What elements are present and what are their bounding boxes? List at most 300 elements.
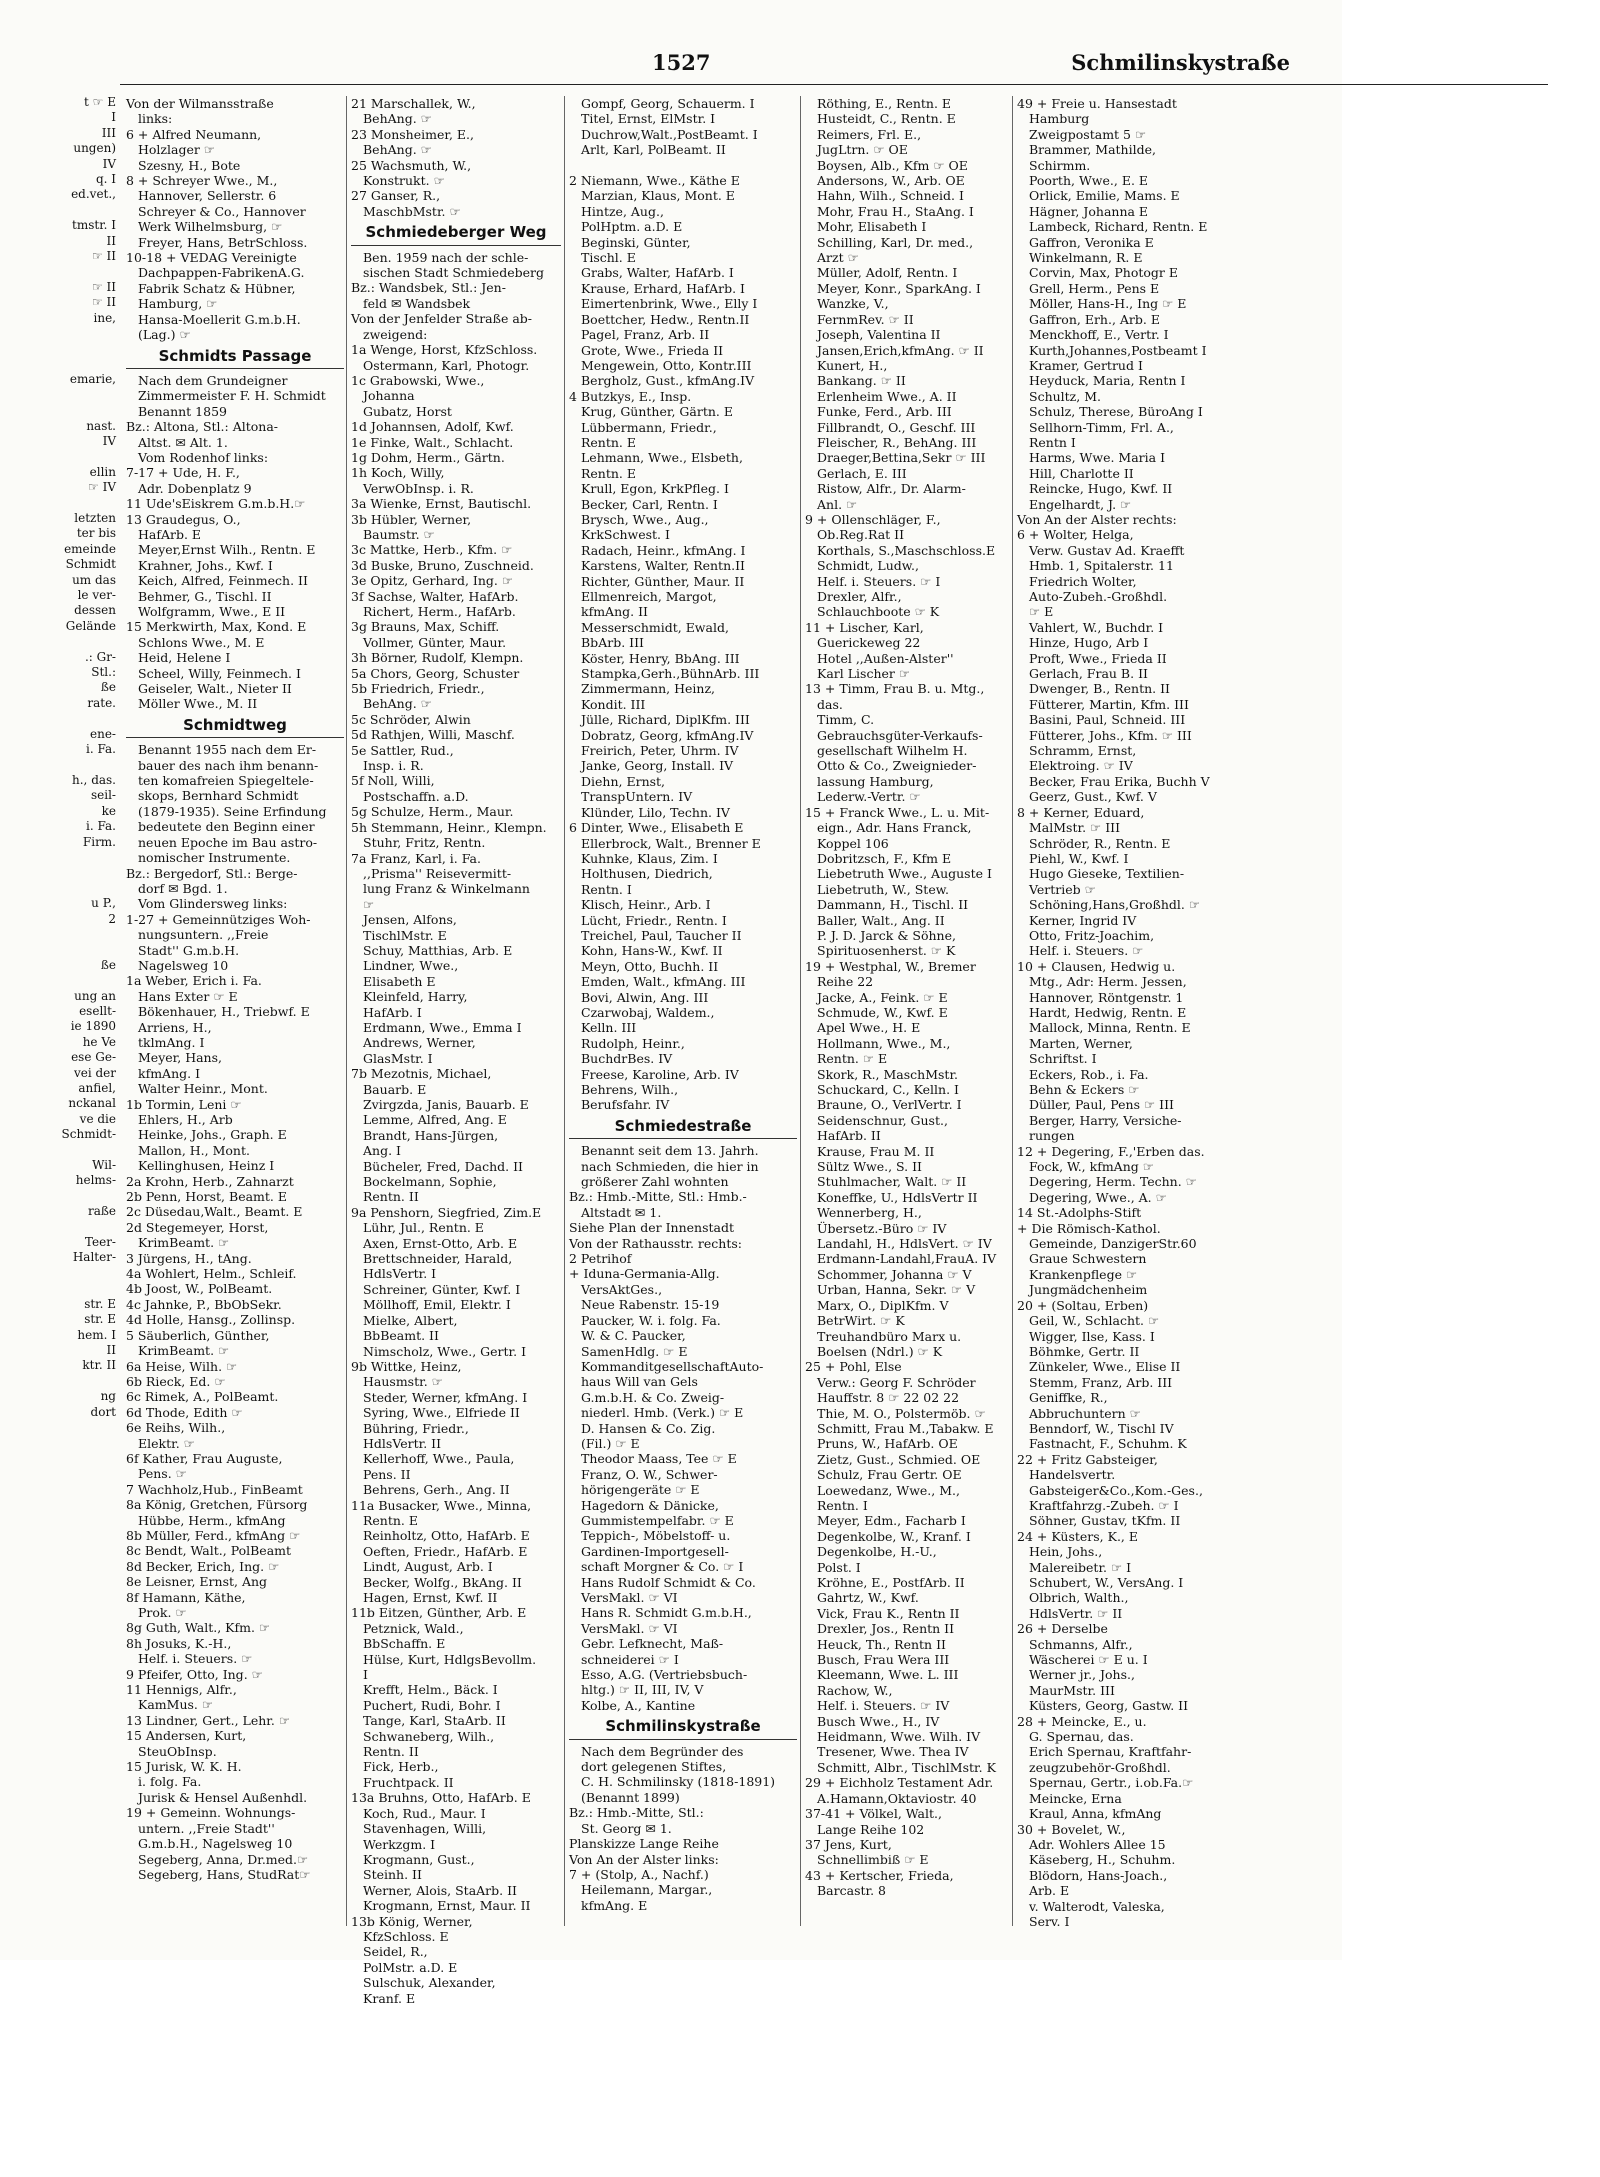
directory-entry: Degering, Herm. Techn. ☞	[1029, 1174, 1197, 1190]
directory-entry: Fillbrandt, O., Geschf. III	[817, 419, 976, 435]
directory-entry: Stavenhagen, Willi,	[363, 1821, 487, 1837]
strip-fragment: nckanal	[68, 1096, 116, 1111]
directory-entry: Stuhlmacher, Walt. ☞ II	[817, 1174, 967, 1190]
directory-entry: Kraftfahrzg.-Zubeh. ☞ I	[1029, 1497, 1179, 1513]
directory-entry: 37-41 + Völkel, Walt.,	[805, 1806, 942, 1822]
directory-entry: 6 + Wolter, Helga,	[1017, 527, 1134, 543]
directory-entry: Vertrieb ☞	[1029, 881, 1096, 897]
strip-fragment: ng	[100, 1389, 116, 1404]
directory-entry: zweigend:	[363, 326, 428, 342]
directory-entry: Barcastr. 8	[817, 1883, 887, 1899]
strip-fragment: ☞ II	[91, 279, 116, 294]
directory-entry: 1b Tormin, Leni ☞	[126, 1096, 242, 1112]
directory-entry: Guerickeweg 22	[817, 635, 921, 651]
directory-entry: Nach dem Grundeigner	[138, 372, 288, 388]
directory-entry: Liebetruth, W., Stew.	[817, 881, 949, 897]
directory-entry: Bz.: Hmb.-Mitte, Stl.:	[569, 1805, 704, 1821]
strip-fragment: Schmidt	[65, 557, 116, 572]
strip-fragment: str. E	[84, 1312, 116, 1327]
directory-entry: Hein, Johs.,	[1029, 1544, 1103, 1560]
directory-entry: Dwenger, B., Rentn. II	[1029, 681, 1170, 697]
strip-fragment: ie 1890	[70, 1019, 116, 1034]
directory-entry: Steder, Werner, kfmAng. I	[363, 1389, 528, 1405]
directory-entry: ten komafreien Spiegeltele-	[138, 773, 314, 789]
column-divider	[1012, 96, 1013, 1926]
directory-entry: Krogmann, Ernst, Maur. II	[363, 1898, 531, 1914]
directory-entry: 3g Brauns, Max, Schiff.	[351, 619, 500, 635]
directory-entry: Ostermann, Karl, Photogr.	[363, 357, 530, 373]
directory-entry: Erdmann, Wwe., Emma I	[363, 1019, 522, 1035]
directory-entry: Hannover, Röntgenstr. 1	[1029, 989, 1184, 1005]
directory-entry: 49 + Freie u. Hansestadt	[1017, 96, 1177, 111]
directory-entry: Liebetruth Wwe., Auguste I	[817, 866, 992, 882]
directory-entry: Draeger,Bettina,Sekr ☞ III	[817, 450, 986, 466]
strip-fragment: i. Fa.	[86, 742, 116, 757]
directory-entry: Piehl, W., Kwf. I	[1029, 850, 1129, 866]
directory-entry: Becker, Frau Erika, Buchh V	[1029, 773, 1210, 789]
directory-entry: Von An der Alster rechts:	[1017, 511, 1177, 527]
strip-fragment: ke	[101, 803, 116, 818]
directory-entry: Bauarb. E	[363, 1081, 427, 1097]
strip-fragment: .: Gr-	[84, 649, 116, 664]
directory-entry: Kranf. E	[363, 1990, 416, 2006]
directory-entry: Dammann, H., Tischl. II	[817, 897, 969, 913]
directory-entry: Lambeck, Richard, Rentn. E	[1029, 219, 1208, 235]
directory-column-3	[569, 96, 797, 1946]
directory-entry: Altstadt ✉ 1.	[581, 1204, 662, 1220]
strip-fragment: Stl.:	[91, 665, 116, 680]
directory-entry: Werner, Alois, StaArb. II	[363, 1882, 517, 1898]
directory-entry: KfzSchloss. E	[363, 1928, 449, 1944]
directory-entry: Menckhoff, E., Vertr. I	[1029, 327, 1169, 343]
strip-fragment: dessen	[74, 603, 116, 618]
directory-entry: Handelsvertr.	[1029, 1467, 1116, 1483]
directory-entry: 15 + Franck Wwe., L. u. Mit-	[805, 804, 990, 820]
strip-fragment	[0, 711, 120, 726]
directory-entry: Neue Rabenstr. 15-19	[581, 1297, 720, 1313]
directory-entry: 5d Rathjen, Willi, Maschf.	[351, 727, 515, 743]
directory-entry: Hans R. Schmidt G.m.b.H.,	[581, 1605, 752, 1621]
directory-entry: Stampka,Gerh.,BühnArb. III	[581, 666, 760, 682]
street-heading: Schmidts Passage	[126, 343, 344, 369]
directory-entry: Degering, Wwe., A. ☞	[1029, 1189, 1167, 1205]
directory-entry: I	[363, 1667, 368, 1683]
directory-entry: Mohr, Frau H., StaAng. I	[817, 203, 974, 219]
directory-entry: 2 Petrihof	[569, 1251, 632, 1267]
directory-entry: Werk Wilhelmsburg, ☞	[138, 219, 283, 235]
directory-entry: Meyer,Ernst Wilh., Rentn. E	[138, 542, 316, 558]
directory-entry: Baumstr. ☞	[363, 526, 435, 542]
directory-entry: Szesny, H., Bote	[138, 157, 241, 173]
directory-entry: Hmb. 1, Spitalerstr. 11	[1029, 558, 1174, 574]
directory-entry: BehAng. ☞	[363, 111, 432, 127]
directory-entry: (1879-1935). Seine Erfindung	[138, 803, 327, 819]
directory-entry: TischlMstr. E	[363, 927, 447, 943]
directory-entry: Stemm, Franz, Arb. III	[1029, 1374, 1173, 1390]
directory-entry: kfmAng. I	[138, 1065, 201, 1081]
directory-entry: Pagel, Franz, Arb. II	[581, 327, 710, 343]
directory-entry: neuen Epoche im Bau astro-	[138, 834, 318, 850]
directory-entry: Syring, Wwe., Elfriede II	[363, 1405, 520, 1421]
directory-entry: 13 + Timm, Frau B. u. Mtg.,	[805, 681, 985, 697]
directory-entry: Steinh. II	[363, 1867, 422, 1883]
directory-entry: Von An der Alster links:	[569, 1851, 719, 1867]
directory-entry: Otto, Fritz-Joachim,	[1029, 927, 1155, 943]
strip-fragment: Schmidt-	[61, 1127, 116, 1142]
directory-entry: SamenHdlg. ☞ E	[581, 1343, 688, 1359]
directory-entry: Gaffron, Veronika E	[1029, 234, 1154, 250]
directory-entry: Skork, R., MaschMstr.	[817, 1066, 959, 1082]
strip-fragment: ter bis	[76, 526, 116, 541]
street-heading: Schmilinskystraße	[569, 1713, 797, 1739]
directory-entry: 3f Sachse, Walter, HafArb.	[351, 588, 519, 604]
directory-entry: Übersetz.-Büro ☞ IV	[817, 1220, 947, 1236]
directory-entry: Berufsfahr. IV	[581, 1097, 670, 1113]
directory-entry: Vahlert, W., Buchdr. I	[1029, 619, 1164, 635]
strip-fragment: raße	[87, 1204, 116, 1219]
directory-entry: 11 Ude'sEiskrem G.m.b.H.☞	[126, 496, 306, 512]
directory-entry: Tresener, Wwe. Thea IV	[817, 1744, 969, 1760]
directory-entry: Stuhr, Fritz, Rentn.	[363, 835, 486, 851]
directory-entry: 11 Hennigs, Alfr.,	[126, 1682, 237, 1698]
strip-fragment: 2	[108, 911, 116, 926]
directory-entry: 3d Buske, Bruno, Zuschneid.	[351, 557, 534, 573]
directory-entry: Bockelmann, Sophie,	[363, 1174, 497, 1190]
directory-entry: Benannt seit dem 13. Jahrh.	[581, 1143, 759, 1159]
directory-entry: 6b Rieck, Ed. ☞	[126, 1373, 226, 1389]
directory-entry: Richter, Günther, Maur. II	[581, 573, 745, 589]
directory-entry: Rentn. E	[581, 434, 637, 450]
directory-entry: Vick, Frau K., Rentn II	[817, 1605, 960, 1621]
directory-entry: Rentn. E	[363, 1512, 419, 1528]
directory-entry: Marzian, Klaus, Mont. E	[581, 188, 735, 204]
directory-entry: Fütterer, Johs., Kfm. ☞ III	[1029, 727, 1192, 743]
directory-entry: HafArb. I	[363, 1004, 422, 1020]
directory-entry: Boettcher, Hedw., Rentn.II	[581, 311, 750, 327]
directory-entry: P. J. D. Jarck & Söhne,	[817, 927, 956, 943]
directory-entry: 15 Jurisk, W. K. H.	[126, 1759, 242, 1775]
directory-entry: hltg.) ☞ II, III, IV, V	[581, 1682, 704, 1698]
directory-column-1	[126, 96, 344, 1946]
directory-entry: Heilemann, Margar.,	[581, 1882, 713, 1898]
directory-entry: Hauffstr. 8 ☞ 22 02 22	[817, 1390, 960, 1406]
directory-entry: Thie, M. O., Polstermöb. ☞	[817, 1405, 986, 1421]
directory-entry: 3b Hübler, Werner,	[351, 511, 472, 527]
directory-entry: PolMstr. a.D. E	[363, 1959, 458, 1975]
directory-entry: Schöning,Hans,Großhdl. ☞	[1029, 897, 1201, 913]
background-margin	[1342, 0, 1600, 1960]
directory-entry: G.m.b.H. & Co. Zweig-	[581, 1389, 725, 1405]
directory-entry: Wigger, Ilse, Kass. I	[1029, 1328, 1155, 1344]
directory-entry: MaurMstr. III	[1029, 1682, 1115, 1698]
directory-entry: Ehlers, H., Arb	[138, 1112, 233, 1127]
directory-entry: Krogmann, Gust.,	[363, 1851, 475, 1867]
directory-entry: Helf. i. Steuers. ☞ IV	[817, 1698, 950, 1714]
directory-entry: Wäscherei ☞ E u. I	[1029, 1652, 1148, 1668]
strip-fragment: hem. I	[77, 1327, 116, 1342]
directory-entry: St. Georg ✉ 1.	[581, 1820, 672, 1836]
strip-fragment	[0, 342, 120, 357]
directory-entry: Von der Jenfelder Straße ab-	[351, 311, 533, 327]
strip-fragment: ☞ II	[91, 249, 116, 264]
directory-entry: Poorth, Wwe., E. E	[1029, 173, 1149, 189]
directory-entry: Vom Glindersweg links:	[138, 896, 288, 912]
directory-entry: ,,Prisma'' Reisevermitt-	[363, 865, 512, 881]
directory-entry: (Lag.) ☞	[138, 327, 191, 343]
directory-entry: Treuhandbüro Marx u.	[817, 1328, 962, 1344]
directory-entry: Scheel, Willy, Feinmech. I	[138, 665, 301, 681]
directory-entry: Winkelmann, R. E	[1029, 250, 1143, 266]
directory-entry: Ben. 1959 nach der schle-	[363, 249, 529, 265]
directory-entry: Seidel, R.,	[363, 1944, 428, 1960]
directory-entry: dorf ✉ Bgd. 1.	[138, 880, 228, 896]
directory-entry: Hollmann, Wwe., M.,	[817, 1035, 951, 1051]
directory-entry: Hahn, Wilh., Schneid. I	[817, 188, 964, 204]
strip-fragment: h., das.	[72, 772, 116, 787]
directory-entry: Schmitt, Frau M.,Tabakw. E	[817, 1420, 994, 1436]
directory-entry: 6c Rimek, A., PolBeamt.	[126, 1389, 279, 1405]
directory-entry: 4d Holle, Hansg., Zollinsp.	[126, 1312, 296, 1328]
directory-entry: Geniffke, R.,	[1029, 1390, 1108, 1406]
previous-page-strip	[0, 95, 120, 1945]
directory-entry: Erich Spernau, Kraftfahr-	[1029, 1744, 1192, 1760]
directory-entry: MaschbMstr. ☞	[363, 203, 461, 219]
strip-fragment: ungen)	[73, 141, 116, 156]
directory-entry: Meincke, Erna	[1029, 1790, 1122, 1806]
directory-entry: Elektroing. ☞ IV	[1029, 758, 1133, 774]
directory-entry: Andrews, Werner,	[363, 1035, 476, 1051]
directory-entry: Gubatz, Horst	[363, 403, 452, 419]
directory-entry: Auto-Zubeh.-Großhdl.	[1029, 589, 1168, 604]
directory-entry: Polst. I	[817, 1559, 861, 1575]
directory-entry: Bücheler, Fred, Dachd. II	[363, 1158, 523, 1174]
directory-entry: + Iduna-Germania-Allg.	[569, 1266, 720, 1282]
directory-entry: Jungmädchenheim	[1029, 1282, 1148, 1298]
directory-entry: Hansa-Moellerit G.m.b.H.	[138, 311, 301, 327]
directory-entry: Hardt, Hedwig, Rentn. E	[1029, 1004, 1187, 1020]
strip-fragment: ine,	[93, 310, 116, 325]
directory-entry: Käseberg, H., Schuhm.	[1029, 1852, 1176, 1868]
directory-entry: Klünder, Lilo, Techn. IV	[581, 804, 730, 820]
directory-entry: Holzlager ☞	[138, 142, 216, 158]
directory-entry: Bankang. ☞ II	[817, 373, 906, 389]
strip-fragment	[0, 403, 120, 418]
directory-entry: 14 St.-Adolphs-Stift	[1017, 1205, 1142, 1221]
strip-fragment: ellin	[89, 464, 116, 479]
directory-entry: tklmAng. I	[138, 1034, 205, 1050]
directory-entry: Brammer, Mathilde,	[1029, 142, 1156, 158]
strip-fragment	[0, 1266, 120, 1281]
strip-fragment	[0, 388, 120, 403]
directory-entry: 13 Graudegus, O.,	[126, 511, 241, 527]
directory-entry: Krefft, Helm., Bäck. I	[363, 1682, 498, 1698]
directory-entry: Bz.: Hmb.-Mitte, Stl.: Hmb.-	[569, 1189, 747, 1205]
directory-entry: Schuckard, C., Kelln. I	[817, 1082, 959, 1097]
directory-entry: Grote, Wwe., Frieda II	[581, 342, 724, 358]
directory-entry: HdlsVertr. II	[363, 1435, 442, 1451]
directory-entry: Kraul, Anna, kfmAng	[1029, 1806, 1162, 1822]
directory-entry: 12 + Degering, F.,'Erben das.	[1017, 1143, 1205, 1159]
directory-entry: Gerlach, E. III	[817, 465, 907, 481]
directory-entry: Lindt, August, Arb. I	[363, 1559, 493, 1575]
directory-entry: schaft Morgner & Co. ☞ I	[581, 1559, 744, 1575]
directory-entry: 22 + Fritz Gabsteiger,	[1017, 1451, 1158, 1467]
directory-entry: Helf. i. Steuers. ☞	[138, 1651, 253, 1667]
strip-fragment	[0, 1220, 120, 1235]
directory-entry: Möller Wwe., M. II	[138, 696, 258, 712]
directory-entry: nungsuntern. ,,Freie	[138, 927, 269, 943]
directory-entry: 5h Stemmann, Heinr., Klempn.	[351, 819, 547, 835]
directory-entry: kfmAng. II	[581, 604, 648, 620]
directory-entry: 8e Leisner, Ernst, Ang	[126, 1574, 268, 1590]
directory-entry: Bovi, Alwin, Ang. III	[581, 989, 709, 1005]
directory-entry: 7-17 + Ude, H. F.,	[126, 465, 240, 481]
directory-entry: 9 Pfeifer, Otto, Ing. ☞	[126, 1666, 263, 1682]
strip-fragment: q. I	[95, 172, 116, 187]
directory-entry: Behmer, G., Tischl. II	[138, 588, 272, 604]
directory-entry: Richert, Herm., HafArb.	[363, 604, 516, 619]
directory-entry: 15 Andersen, Kurt,	[126, 1728, 247, 1744]
directory-entry: 1-27 + Gemeinnütziges Woh-	[126, 911, 311, 927]
directory-entry: Schmitt, Albr., TischlMstr. K	[817, 1759, 996, 1775]
directory-entry: Teppich-, Möbelstoff- u.	[581, 1528, 731, 1544]
strip-fragment: II	[106, 1342, 116, 1357]
directory-entry: Klisch, Heinr., Arb. I	[581, 897, 711, 913]
directory-entry: 7 Wachholz,Hub., FinBeamt	[126, 1481, 303, 1497]
directory-entry: Seidenschnur, Gust.,	[817, 1112, 948, 1128]
directory-entry: Krug, Günther, Gärtn. E	[581, 404, 733, 420]
directory-entry: Eckers, Rob., i. Fa.	[1029, 1066, 1149, 1082]
directory-entry: Schirmm.	[1029, 157, 1091, 173]
directory-entry: Theodor Maass, Tee ☞ E	[581, 1451, 737, 1467]
directory-entry: 21 Marschallek, W.,	[351, 96, 476, 111]
directory-entry: größerer Zahl wohnten	[581, 1174, 729, 1190]
directory-entry: Busch Wwe., H., IV	[817, 1713, 940, 1729]
directory-entry: Möller, Hans-H., Ing ☞ E	[1029, 296, 1187, 312]
directory-entry: Hill, Charlotte II	[1029, 465, 1134, 481]
directory-entry: Meyer, Hans,	[138, 1050, 222, 1066]
directory-entry: 23 Monsheimer, E.,	[351, 126, 474, 142]
directory-entry: Behrens, Gerh., Ang. II	[363, 1482, 510, 1498]
directory-entry: Gemeinde, DanzigerStr.60	[1029, 1236, 1197, 1252]
directory-entry: 2c Düsedau,Walt., Beamt. E	[126, 1204, 303, 1220]
directory-entry: Holthusen, Diedrich,	[581, 866, 713, 882]
strip-fragment: ße	[100, 957, 116, 972]
directory-entry: Meyer, Edm., Facharb I	[817, 1513, 966, 1529]
directory-entry: Zimmermann, Heinz,	[581, 681, 716, 697]
directory-entry: Schreiner, Günter, Kwf. I	[363, 1281, 521, 1297]
directory-entry: Degenkolbe, H.-U.,	[817, 1544, 937, 1560]
directory-entry: Heinke, Johs., Graph. E	[138, 1127, 287, 1143]
directory-entry: Pens. II	[363, 1466, 411, 1482]
directory-entry: Nagelsweg 10	[138, 957, 229, 973]
directory-entry: Engelhardt, J. ☞	[1029, 496, 1132, 512]
directory-entry: das.	[817, 696, 843, 712]
directory-entry: 25 + Pohl, Else	[805, 1359, 902, 1375]
directory-entry: i. folg. Fa.	[138, 1774, 202, 1790]
directory-entry: 9b Wittke, Heinz,	[351, 1358, 462, 1374]
directory-entry: VerwObInsp. i. R.	[363, 480, 474, 496]
directory-entry: Malereibetr. ☞ I	[1029, 1559, 1132, 1575]
directory-entry: 8b Müller, Ferd., kfmAng ☞	[126, 1527, 301, 1543]
directory-entry: lung Franz & Winkelmann	[363, 881, 530, 897]
directory-entry: Rentn. ☞ E	[817, 1051, 888, 1067]
strip-fragment: Teer-	[84, 1235, 116, 1250]
directory-entry: Vollmer, Günter, Maur.	[363, 634, 507, 650]
directory-entry: Esso, A.G. (Vertriebsbuch-	[581, 1667, 748, 1683]
directory-entry: Rentn. I	[581, 881, 632, 897]
strip-fragment: um das	[72, 572, 116, 587]
directory-entry: Karstens, Walter, Rentn.II	[581, 558, 745, 574]
directory-entry: 6 + Alfred Neumann,	[126, 126, 262, 142]
directory-entry: Zimmermeister F. H. Schmidt	[138, 388, 326, 404]
directory-entry: Drexler, Jos., Rentn II	[817, 1621, 955, 1637]
directory-entry: Schmude, W., Kwf. E	[817, 1004, 948, 1020]
strip-fragment: Halter-	[72, 1250, 116, 1265]
directory-entry: Geerz, Gust., Kwf. V	[1029, 789, 1157, 805]
directory-entry: Kohn, Hans-W., Kwf. II	[581, 943, 723, 959]
directory-entry: Hans Exter ☞ E	[138, 988, 238, 1004]
directory-entry: eign., Adr. Hans Franck,	[817, 820, 972, 836]
directory-entry: BuchdrBes. IV	[581, 1051, 673, 1067]
directory-entry: Benannt 1859	[138, 403, 227, 419]
directory-entry: links:	[138, 111, 173, 127]
column-divider	[564, 96, 565, 1926]
directory-entry: Zietz, Gust., Schmied. OE	[817, 1451, 981, 1467]
directory-entry: 10-18 + VEDAG Vereinigte	[126, 250, 297, 266]
directory-entry: KommanditgesellschaftAuto-	[581, 1358, 764, 1374]
directory-entry: Mohr, Elisabeth I	[817, 219, 927, 235]
directory-entry: Zünkeler, Wwe., Elise II	[1029, 1359, 1181, 1375]
directory-entry: Sültz Wwe., S. II	[817, 1159, 922, 1175]
directory-entry: Elisabeth E	[363, 973, 436, 989]
directory-entry: Andersons, W., Arb. OE	[817, 173, 965, 189]
strip-fragment	[0, 942, 120, 957]
directory-entry: 26 + Derselbe	[1017, 1621, 1108, 1637]
directory-entry: Kondit. III	[581, 696, 646, 712]
directory-entry: 11 + Lischer, Karl,	[805, 619, 924, 635]
directory-entry: Vom Rodenhof links:	[138, 449, 269, 465]
directory-entry: TranspUntern. IV	[581, 789, 693, 805]
directory-entry: Kelln. III	[581, 1020, 637, 1036]
strip-fragment: ung an	[74, 988, 116, 1003]
directory-entry: VersAktGes.,	[581, 1281, 663, 1297]
directory-entry: Jensen, Alfons,	[363, 912, 457, 928]
directory-entry: Emden, Walt., kfmAng. III	[581, 974, 746, 990]
directory-entry: Krull, Egon, KrkPfleg. I	[581, 481, 729, 497]
directory-entry: Fabrik Schatz & Hübner,	[138, 280, 296, 296]
directory-entry: 4b Joost, W., PolBeamt.	[126, 1281, 273, 1297]
directory-entry: Böhmke, Gertr. II	[1029, 1343, 1140, 1359]
directory-entry: 3e Opitz, Gerhard, Ing. ☞	[351, 573, 514, 589]
directory-entry: Sellhorn-Timm, Frl. A.,	[1029, 419, 1174, 435]
directory-entry: Geiseler, Walt., Nieter II	[138, 681, 292, 697]
directory-entry: Hübbe, Herm., kfmAng	[138, 1512, 286, 1528]
strip-fragment: he Ve	[82, 1034, 116, 1049]
directory-entry: Tischl. E	[581, 250, 636, 266]
directory-entry: Kellinghusen, Heinz I	[138, 1158, 275, 1174]
directory-entry: Schmanns, Alfr.,	[1029, 1636, 1133, 1652]
directory-entry: 13 Lindner, Gert., Lehr. ☞	[126, 1712, 291, 1728]
directory-entry: Rentn. II	[363, 1744, 419, 1760]
directory-entry: Kramer, Gertrud I	[1029, 357, 1143, 373]
directory-entry: (Fil.) ☞ E	[581, 1435, 640, 1451]
directory-entry: Behn & Eckers ☞	[1029, 1082, 1140, 1097]
strip-fragment	[0, 326, 120, 341]
directory-entry: Radach, Heinr., kfmAng. I	[581, 542, 746, 558]
directory-entry: Rentn. E	[581, 465, 637, 481]
strip-fragment: u P.,	[91, 896, 116, 911]
